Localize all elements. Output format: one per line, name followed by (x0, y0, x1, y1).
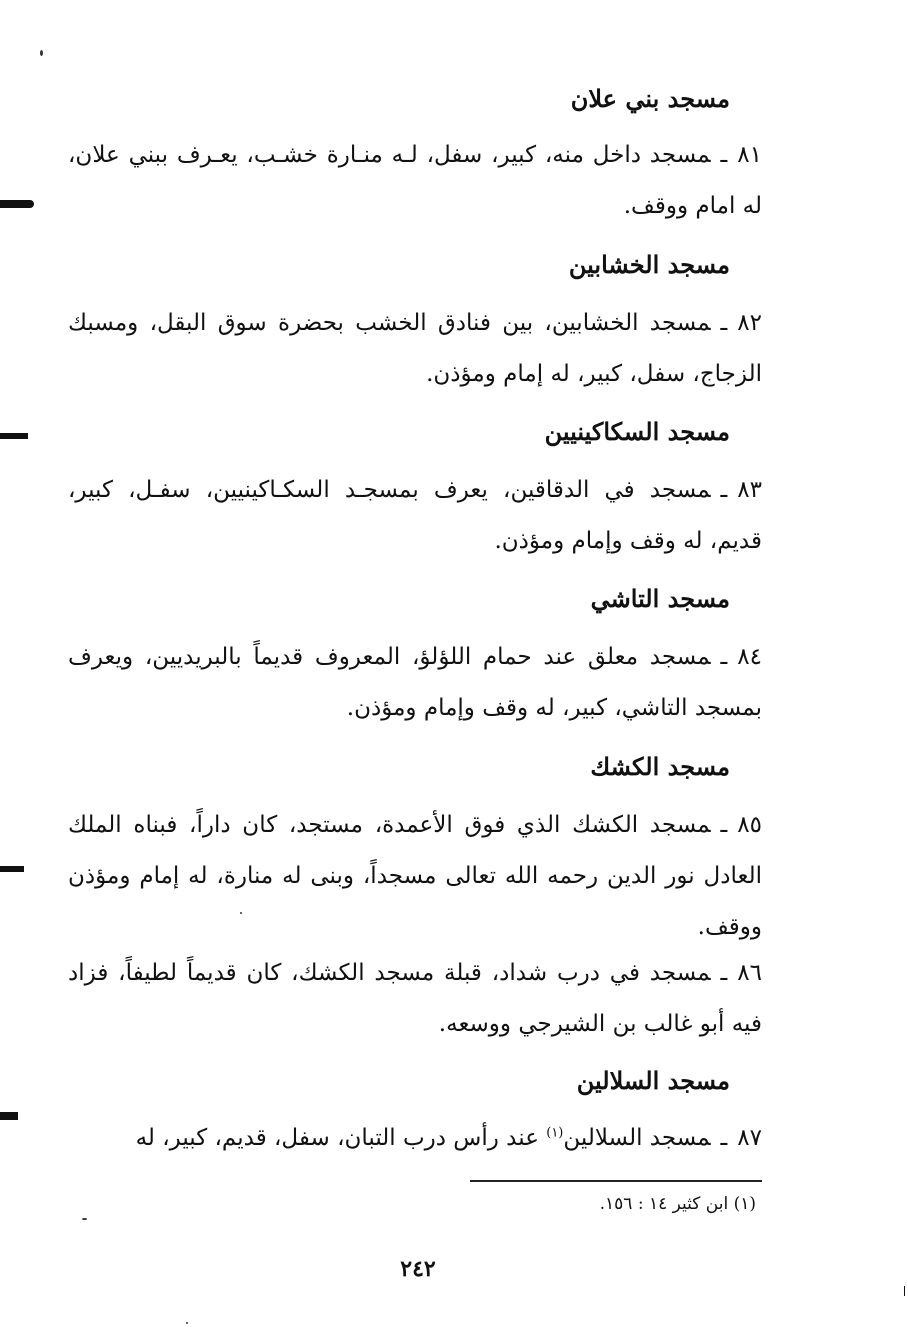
entry-81 (68, 130, 762, 232)
scan-speck (186, 1322, 188, 1324)
entry-text-continued: عند رأس درب التبان، سفل، قديم، كبير، له (135, 1125, 547, 1151)
entry-number: ٨٧ (737, 1125, 762, 1151)
scan-mark (0, 433, 28, 439)
entry-text: مسجد داخل منه، كبير، سفل، لـه منـارة خشـب، يعـرف ببني علان، له امام ووقف. (68, 142, 762, 219)
scan-speck (40, 50, 43, 56)
scan-mark (904, 1286, 905, 1296)
entry-text: مسجد معلق عند حمام اللؤلؤ، المعروف قديماً بالبريديين، ويعرف بمسجد التاشي، كبير، له وقف وإمام ومؤذن. (68, 644, 762, 721)
entry-text: مسجد السلالين (563, 1125, 711, 1151)
footnote-reference: (١) (546, 1125, 564, 1141)
entry-dash: ـ (720, 142, 728, 168)
entry-86 (68, 948, 762, 1050)
section-heading-kushk: مسجد الكشك (590, 752, 730, 781)
scan-speck (240, 912, 242, 914)
entry-85 (68, 800, 762, 953)
section-heading-tashi: مسجد التاشي (590, 584, 730, 613)
entry-83 (68, 465, 762, 567)
entry-number: ٨٣ (737, 477, 762, 503)
page-number: ٢٤٢ (400, 1256, 436, 1282)
entry-number: ٨٢ (737, 310, 762, 336)
entry-dash: ـ (720, 644, 728, 670)
entry-number: ٨٥ (737, 812, 762, 838)
scan-mark (0, 866, 24, 872)
scan-speck (82, 1218, 87, 1220)
footnote-divider (470, 1180, 762, 1182)
entry-number: ٨١ (737, 142, 762, 168)
entry-dash: ـ (720, 477, 728, 503)
scan-mark (0, 1112, 18, 1120)
scan-mark (0, 200, 34, 208)
section-heading-sakakiniyyin: مسجد السكاكينيين (544, 417, 730, 446)
section-heading-bani-allan: مسجد بني علان (570, 84, 730, 113)
entry-number: ٨٤ (737, 644, 762, 670)
entry-number: ٨٦ (737, 960, 762, 986)
entry-text: مسجد الخشابين، بين فنادق الخشب بحضرة سوق البقل، ومسبك الزجاج، سفل، كبير، له إمام ومؤذن. (68, 310, 762, 387)
entry-82 (68, 298, 762, 400)
entry-87 (68, 1113, 762, 1164)
section-heading-khashabin: مسجد الخشابين (568, 250, 730, 279)
entry-dash: ـ (720, 812, 728, 838)
entry-text: مسجد في الدقاقين، يعرف بمسجـد السكـاكينيين، سفـل، كبير، قديم، له وقف وإمام ومؤذن. (68, 477, 762, 554)
entry-text: مسجد الكشك الذي فوق الأعمدة، مستجد، كان داراً، فبناه الملك العادل نور الدين رحمه الله تعالى مسجداً، وبنى له منارة، له إمام ومؤذن ووقف. (68, 812, 762, 940)
entry-dash: ـ (720, 310, 728, 336)
footnote: (١) ابن كثير ١٤ : ١٥٦. (599, 1194, 756, 1214)
section-heading-salalin: مسجد السلالين (576, 1066, 730, 1095)
entry-84 (68, 632, 762, 734)
entry-dash: ـ (720, 1125, 728, 1151)
entry-dash: ـ (720, 960, 728, 986)
entry-text: مسجد في درب شداد، قبلة مسجد الكشك، كان قديماً لطيفاً، فزاد فيه أبو غالب بن الشيرجي ووسعه. (68, 960, 762, 1037)
